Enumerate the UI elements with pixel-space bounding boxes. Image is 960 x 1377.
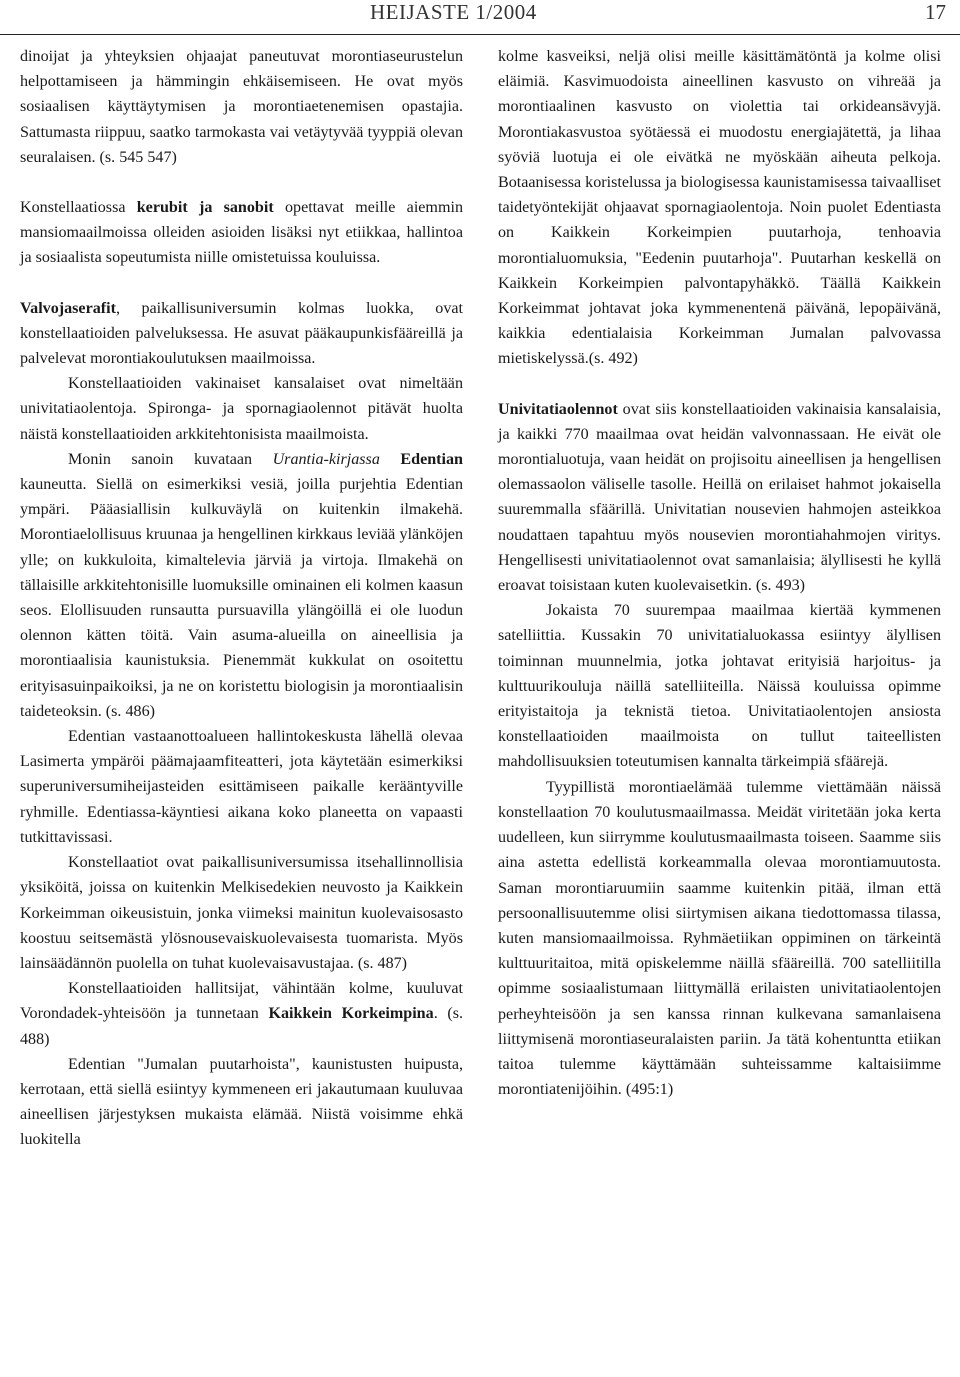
paragraph: Konstellaatiot ovat paikallisuniversumissa itsehallinnollisia yksiköitä, joissa on kuitenkin Melkisedekien neuvosto ja Kaikkein Korkeimman oikeusistuin, jonka viimeksi mainitun kuolevaisosasto koostuu seitsemästä ylösnousevaiskuolevaisesta tuomarista. Myös lainsäädännön puolella on tuhat kuolevaisavustajaa. (s. 487)	[20, 854, 463, 972]
paragraph: Konstellaatioiden hallitsijat, vähintään kolme, kuuluvat Vorondadek-yhteisöön ja tunnetaan Kaikkein Korkeimpina. (s. 488)	[20, 980, 463, 1048]
bold-term: kerubit ja sanobit	[136, 199, 274, 217]
right-column	[498, 44, 941, 1102]
paragraph: dinoijat ja yhteyksien ohjaajat paneutuvat morontiaseurustelun helpottamiseen ja hämmingin ehkäisemiseen. He ovat myös sosiaalisen käyttäytymisen ja morontiaetenemisen opastajia. Sattumasta riippuu, saatko tarmokasta vai vetäytyvää tyyppiä olevan seuralaisen. (s. 545 547)	[20, 48, 463, 166]
paragraph: Tyypillistä morontiaelämää tulemme viettämään näissä konstellaation 70 koulutusmaailmassa. Meidät viritetään joka kerta uudelleen, kun siirrymme koulutusmaailmasta toiseen. Saamme siis aina astetta edellistä korkeammalla olevaa morontiamuutosta. Saman morontiaruumiin saamme kuitenkin pitää, ilman että persoonallisuutemme olisi siirtymisen aikana tiedottomassa tilassa, kuten mansiomaailmoissa. Ryhmäetiikan oppiminen on tärkeintä kulttuuritaitoa, mitä opiskelemme näillä sfääreillä. 700 satelliitilla opimme sosiaalistumaan liittymällä erilaisten univitatiaolentojen perheyhteisöön ja sen kanssa rinnan kulkevana samanlaisena liittymisenä morontiaseuralaisten pariin. Ja tätä kohentuntta etiikan taitoa tulemme käyttämään suhteissamme kaltaisiimme morontiatenijöihin. (495:1)	[498, 778, 941, 1099]
page-number: 17	[925, 0, 946, 24]
paragraph: kolme kasveiksi, neljä olisi meille käsittämätöntä ja kolme olisi eläimiä. Kasvimuodoista aineellinen kasvusto on vihreää ja morontiaalinen kasvusto on violettia tai orkideansävyjä. Morontiakasvustoa syötäessä ei muodostu energiajätettä, ja lihaa syöviä luotuja ei ole eivätkä ne myöskään aiheuta pelkoja. Botaanisessa koristelussa ja biologisessa kaunistamisessa taivaalliset taidetyöntekijät ohjaavat spornagiaolentoja. Noin puolet Edentiasta on Kaikkein Korkeimpien puutarhoja, tenhoavia morontialuomuksia, "Eedenin puutarhoja". Puutarhan keskellä on Kaikkein Korkeimpien palvontapyhäkkö. Täällä Kaikkein Korkeimmat johtavat joka kymmenentenä päivänä, lepopäivänä, kaikkia edentialaisia Korkeimman Jumalan palvovassa mietiskelyssä.(s. 492)	[498, 48, 941, 368]
paragraph: Edentian "Jumalan puutarhoista", kaunistusten huipusta, kerrotaan, että siellä esiintyy kymmeneen eri jakautumaan kuuluvaa aineellisen järjestyksen mukaista elämää. Niistä voisimme ehkä luokitella	[20, 1055, 463, 1149]
bold-term: Univitatiaolennot	[498, 400, 618, 418]
bold-term: Edentian	[400, 450, 463, 468]
paragraph: Monin sanoin kuvataan Urantia-kirjassa Edentian kauneutta. Siellä on esimerkiksi vesiä, joilla purjehtia Edentian ympäri. Pääasiallisin kulkuväylä on kuitenkin ilmakehä. Morontiaelollisuus kruunaa ja hengellinen kirkkaus leviää ylänköjen ylle; on kukkuloita, kimaltelevia järviä ja virtoja. Ilmakehä on tällaisille arkkitehtonisille luomuksille ominainen eli kolmen kaasun seos. Elollisuuden runsautta pursuavilla ylängöillä ei ole luodun olennon kätten töitä. Vain asuma-alueilla on aineellisia ja morontiaalisia kaunistuksia. Pienemmät kukkulat on osoitettu erityisasuinpaikoiksi, ja ne on koristettu biologisin ja morontiaalisin taideteoksin. (s. 486)	[20, 450, 463, 720]
paragraph: Jokaista 70 suurempaa maailmaa kiertää kymmenen satelliittia. Kussakin 70 univitatialuokassa esiintyy älyllisen toiminnan muunnelmia, jotka johtavat erityisiä harjoitus- ja kulttuurikouluja näillä satelliiteilla. Näissä kouluissa opimme erityistaitoja ja teknistä tietoa. Univitatiaolentojen ansiosta konstellaatioiden maailmoista on tullut taiteellisten mahdollisuuksien toteutumisen kannalta tärkeimpiä sfäärejä.	[498, 602, 941, 771]
bold-term: Valvojaserafit	[20, 299, 116, 317]
italic-title: Urantia-kirjassa	[272, 450, 380, 468]
paragraph: Konstellaatioiden vakinaiset kansalaiset ovat nimeltään univitatiaolentoja. Spironga- ja spornagiaolennot pitävät huolta näistä konstellaatioiden arkkitehtonisista maailmoista.	[20, 375, 463, 443]
paragraph: Konstellaatiossa kerubit ja sanobit opettavat meille aiemmin mansiomaailmoissa olleiden asioiden lisäksi nyt etiikkaa, hallintoa ja sosiaalista sopeutumista niille omistetuissa kouluissa.	[20, 199, 463, 267]
left-column	[20, 44, 463, 1153]
paragraph: Edentian vastaanottoalueen hallintokeskusta lähellä olevaa Lasimerta ympäröi päämajaamfiteatteri, jota käytetään esimerkiksi superuniversumiheijasteiden esittämiseen paikalle kerääntyville ryhmille. Edentiassa-käyntiesi aikana koko planeetta on vapaasti tutkittavissasi.	[20, 728, 463, 846]
bold-term: Kaikkein Korkeimpina	[268, 1005, 434, 1023]
paragraph: Univitatiaolennot ovat siis konstellaatioiden vakinaisia kansalaisia, ja kaikki 770 maailmaa ovat heidän valvonnassaan. He eivät ole morontialuotuja, vaan heidät on projisoitu aineellisen ja hengellisen olemassaolon väliselle tasolle. Heillä on erilaiset hahmot jokaisella suuremmalla sfäärillä. Univitatian nousevien hahmojen asteikkoa noudattaen tapahtuu myös nousevien morontiahahmojen viritys. Hengellisesti univitatiaolennot ovat samanlaisia; älyllisesti he kyllä eroavat toisistaan kuten kuolevaisetkin. (s. 493)	[498, 400, 941, 595]
journal-title: HEIJASTE 1/2004	[370, 0, 537, 24]
page-header	[0, 0, 960, 35]
paragraph: Valvojaserafit, paikallisuniversumin kolmas luokka, ovat konstellaatioiden palveluksessa. He asuvat pääkaupunkisfääreillä ja palvelevat morontiakoulutuksen maailmoissa.	[20, 299, 463, 368]
